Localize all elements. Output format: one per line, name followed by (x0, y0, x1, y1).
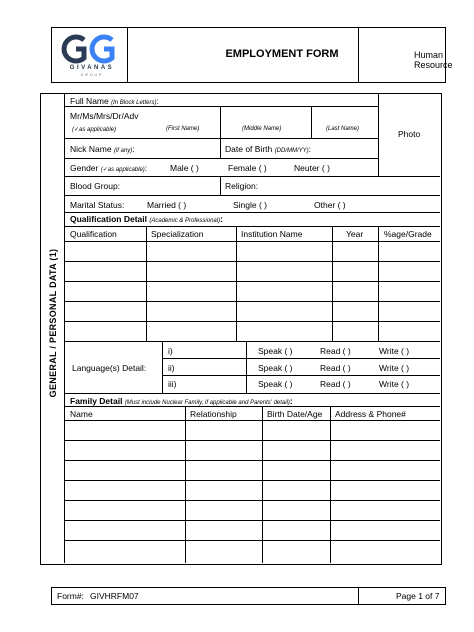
qual-col-specialization: Specialization (151, 229, 204, 239)
language-speak-checkbox[interactable]: Speak ( ) (258, 379, 293, 389)
marital-married-checkbox[interactable]: Married ( ) (147, 200, 187, 210)
form-number-value: GIVHRFM07 (90, 591, 139, 601)
col-divider (220, 176, 221, 195)
gender-neuter-checkbox[interactable]: Neuter ( ) (294, 163, 330, 173)
nick-name-hint: (if any) (113, 148, 133, 154)
section-label: GENERAL / PERSONAL DATA (1) (48, 248, 58, 398)
row-divider (64, 106, 378, 107)
col-divider (146, 226, 147, 341)
language-write-checkbox[interactable]: Write ( ) (379, 346, 410, 356)
gender-label (70, 163, 147, 173)
row-divider (64, 500, 440, 501)
language-read-checkbox[interactable]: Read ( ) (320, 346, 351, 356)
row-divider (64, 341, 440, 342)
col-divider (330, 406, 331, 563)
page-footer (51, 587, 446, 605)
family-col-birthdate: Birth Date/Age (267, 409, 323, 419)
gender-male-checkbox[interactable]: Male ( ) (170, 163, 199, 173)
form-header (51, 27, 453, 83)
nick-name-text: Nick Name (70, 144, 112, 154)
full-name-text: Full Name (70, 96, 109, 106)
row-divider (64, 420, 440, 421)
gender-female-checkbox[interactable]: Female ( ) (228, 163, 267, 173)
language-speak-checkbox[interactable]: Speak ( ) (258, 363, 293, 373)
marital-single-checkbox[interactable]: Single ( ) (233, 200, 268, 210)
col-divider (378, 226, 379, 341)
first-name-label: (First Name) (166, 126, 200, 132)
col-divider (378, 93, 379, 176)
row-divider (64, 226, 440, 227)
row-divider (64, 520, 440, 521)
family-colon: : (289, 396, 293, 406)
row-divider (64, 460, 440, 461)
family-title (70, 396, 293, 406)
col-divider (162, 341, 163, 393)
header-divider (358, 28, 359, 82)
gender-hint: (✓as applicable) (100, 167, 145, 173)
row-divider (64, 281, 440, 282)
qual-col-institution: Institution Name (241, 229, 303, 239)
givanas-logo (60, 32, 124, 78)
qual-col-qualification: Qualification (70, 229, 117, 239)
full-name-label: Full Name (In Block Letters): (70, 96, 159, 106)
language-speak-checkbox[interactable]: Speak ( ) (258, 346, 293, 356)
photo-box-label: Photo (398, 129, 421, 139)
row-divider (64, 158, 378, 159)
row-divider (162, 375, 440, 376)
page-number: Page 1 of 7 (396, 591, 440, 601)
page-title: EMPLOYMENT FORM (225, 48, 339, 60)
language-write-checkbox[interactable]: Write ( ) (379, 379, 410, 389)
row-divider (64, 301, 440, 302)
gender-colon: : (144, 163, 148, 173)
qual-col-year: Year (346, 229, 364, 239)
col-divider (311, 106, 312, 138)
row-divider (64, 393, 440, 394)
language-read-checkbox[interactable]: Read ( ) (320, 363, 351, 373)
last-name-label: (Last Name) (326, 126, 360, 132)
qualification-hint: (Academic & Professional) (149, 218, 221, 224)
col-divider (185, 406, 186, 563)
row-divider (64, 261, 440, 262)
row-divider (64, 195, 440, 196)
full-name-hint: (In Block Letters) (111, 100, 157, 106)
family-hint: (Must include Nuclear Family, if applicable and Parents' detail) (124, 400, 290, 406)
department-label: Human Resource (414, 50, 453, 70)
salutation-label: Mr/Ms/Mrs/Dr/Adv (70, 111, 139, 121)
row-divider (64, 540, 440, 541)
as-applicable-hint: (✓as applicable) (72, 127, 117, 133)
row-divider (64, 138, 378, 139)
family-col-relationship: Relationship (190, 409, 237, 419)
logo-text: GIVANAS (69, 65, 115, 71)
qualification-title-text: Qualification Detail (70, 214, 147, 224)
marital-status-label: Marital Status: (70, 200, 125, 210)
col-divider (332, 226, 333, 341)
middle-name-label: (Middle Name) (242, 126, 282, 132)
family-col-address: Address & Phone# (335, 409, 406, 419)
family-col-name: Name (70, 409, 93, 419)
qualification-title (70, 214, 223, 224)
logo-subtext: GROUP (80, 73, 104, 77)
language-row-num: i) (168, 346, 173, 356)
qualification-colon: : (220, 214, 223, 224)
dob-label (225, 144, 311, 154)
row-divider (64, 440, 440, 441)
row-divider (162, 358, 440, 359)
gender-text: Gender (70, 163, 99, 173)
row-divider (64, 321, 440, 322)
family-title-text: Family Detail (70, 396, 123, 406)
col-divider (220, 106, 221, 138)
row-divider (64, 176, 440, 177)
dob-text: Date of Birth (225, 144, 273, 154)
col-divider (220, 138, 221, 158)
language-row-num: iii) (168, 379, 177, 389)
col-divider (246, 341, 247, 393)
religion-label: Religion: (225, 181, 259, 191)
languages-label: Language(s) Detail: (72, 363, 147, 373)
language-read-checkbox[interactable]: Read ( ) (320, 379, 351, 389)
row-divider (64, 406, 440, 407)
form-number-label: Form#: (57, 591, 84, 601)
marital-other-checkbox[interactable]: Other ( ) (314, 200, 346, 210)
row-divider (64, 212, 440, 213)
nick-name-label (70, 144, 135, 154)
nick-colon: : (132, 144, 135, 154)
dob-colon: : (308, 144, 311, 154)
language-row-num: ii) (168, 363, 175, 373)
row-divider (64, 480, 440, 481)
blood-group-label: Blood Group: (70, 181, 121, 191)
header-divider (127, 28, 128, 82)
dob-hint: (DD/MM/YY) (274, 148, 309, 154)
footer-divider (358, 588, 359, 604)
col-divider (262, 406, 263, 563)
qual-col-grade: %age/Grade (384, 229, 432, 239)
language-write-checkbox[interactable]: Write ( ) (379, 363, 410, 373)
row-divider (64, 241, 440, 242)
col-divider (236, 226, 237, 341)
section-sidebar (40, 93, 65, 563)
